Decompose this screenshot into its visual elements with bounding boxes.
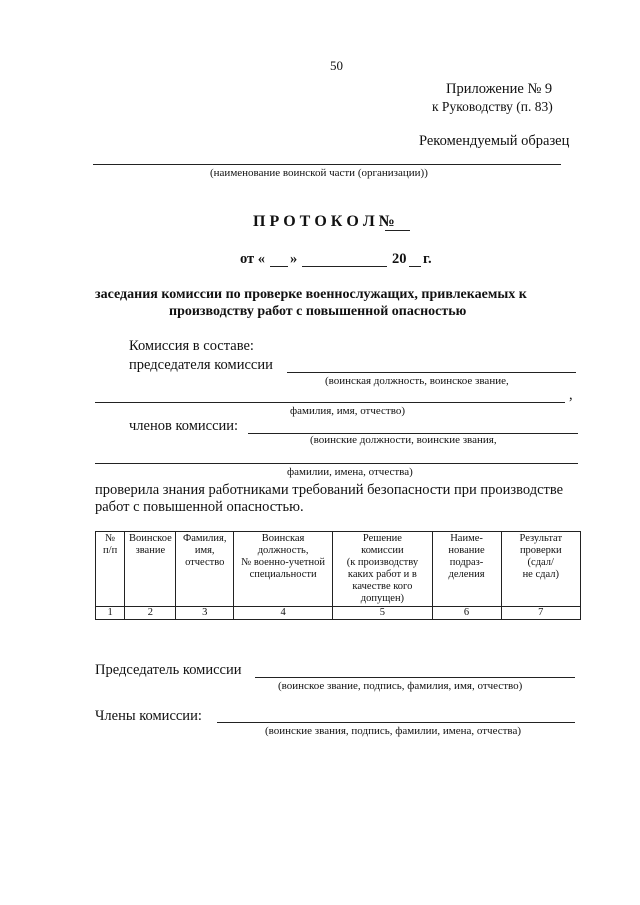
verified-line-1: проверила знания работниками требований безопасности при производстве <box>95 482 564 498</box>
col-header-full-name: Фамилия, имя, отчество <box>176 532 233 607</box>
verified-line-2: работ с повышенной опасностью. <box>95 499 304 515</box>
page-number: 50 <box>330 58 343 73</box>
date-year: 20 <box>392 251 407 267</box>
date-year-suffix: г. <box>423 251 432 267</box>
members-signature-line <box>217 722 575 723</box>
members-caption-1: (воинские должности, воинские звания, <box>310 434 497 446</box>
chairman-signature-caption: (воинское звание, подпись, фамилия, имя, отчество) <box>278 680 523 692</box>
subject-line-1: заседания комиссии по проверке военнослужащих, привлекаемых к <box>95 287 527 302</box>
members-signature-label: Члены комиссии: <box>95 708 202 724</box>
chairman-signature-label: Председатель комиссии <box>95 662 242 678</box>
col-header-unit-name: Наиме- нование подраз- деления <box>432 532 501 607</box>
results-table <box>95 531 581 620</box>
members-label: членов комиссии: <box>129 418 239 434</box>
appendix-title: Приложение № 9 <box>446 81 553 97</box>
org-name-caption: (наименование воинской части (организации)) <box>210 167 428 179</box>
col-header-number: № п/п <box>96 532 125 607</box>
protocol-number-line <box>385 230 410 231</box>
col-header-position: Воинская должность, № военно-учетной специальности <box>233 532 332 607</box>
chairman-line-comma: , <box>569 387 573 403</box>
chairman-label: председателя комиссии <box>129 357 273 373</box>
chairman-caption-1: (воинская должность, воинское звание, <box>325 375 509 387</box>
column-number: 7 <box>501 607 580 620</box>
recommended-sample-note: Рекомендуемый образец <box>419 133 570 149</box>
column-number-row <box>96 607 581 620</box>
protocol-title: П Р О Т О К О Л № <box>253 213 395 230</box>
col-header-rank: Воинское звание <box>125 532 176 607</box>
date-month-line <box>302 266 387 267</box>
chairman-line-2 <box>95 402 565 403</box>
column-number: 3 <box>176 607 233 620</box>
column-number: 4 <box>233 607 332 620</box>
chairman-line <box>287 372 576 373</box>
col-header-result: Результат проверки (сдал/ не сдал) <box>501 532 580 607</box>
date-day-line <box>270 266 288 267</box>
members-line-2 <box>95 463 578 464</box>
col-header-decision: Решение комиссии (к производству каких работ и в качестве кого допущен) <box>333 532 432 607</box>
column-number: 6 <box>432 607 501 620</box>
appendix-reference: к Руководству (п. 83) <box>432 99 553 114</box>
subject-line-2: производству работ с повышенной опасностью <box>169 304 467 319</box>
column-number: 2 <box>125 607 176 620</box>
members-caption-2: фамилии, имена, отчества) <box>287 466 413 478</box>
chairman-signature-line <box>255 677 575 678</box>
date-year-line <box>409 266 421 267</box>
members-signature-caption: (воинские звания, подпись, фамилии, имена, отчества) <box>265 725 522 737</box>
date-from-label: от « <box>240 251 266 267</box>
org-name-line <box>93 164 561 165</box>
date-quote-close: » <box>290 251 298 267</box>
column-number: 5 <box>333 607 432 620</box>
chairman-caption-2: фамилия, имя, отчество) <box>290 405 406 417</box>
commission-composition-label: Комиссия в составе: <box>129 338 254 354</box>
column-number: 1 <box>96 607 125 620</box>
